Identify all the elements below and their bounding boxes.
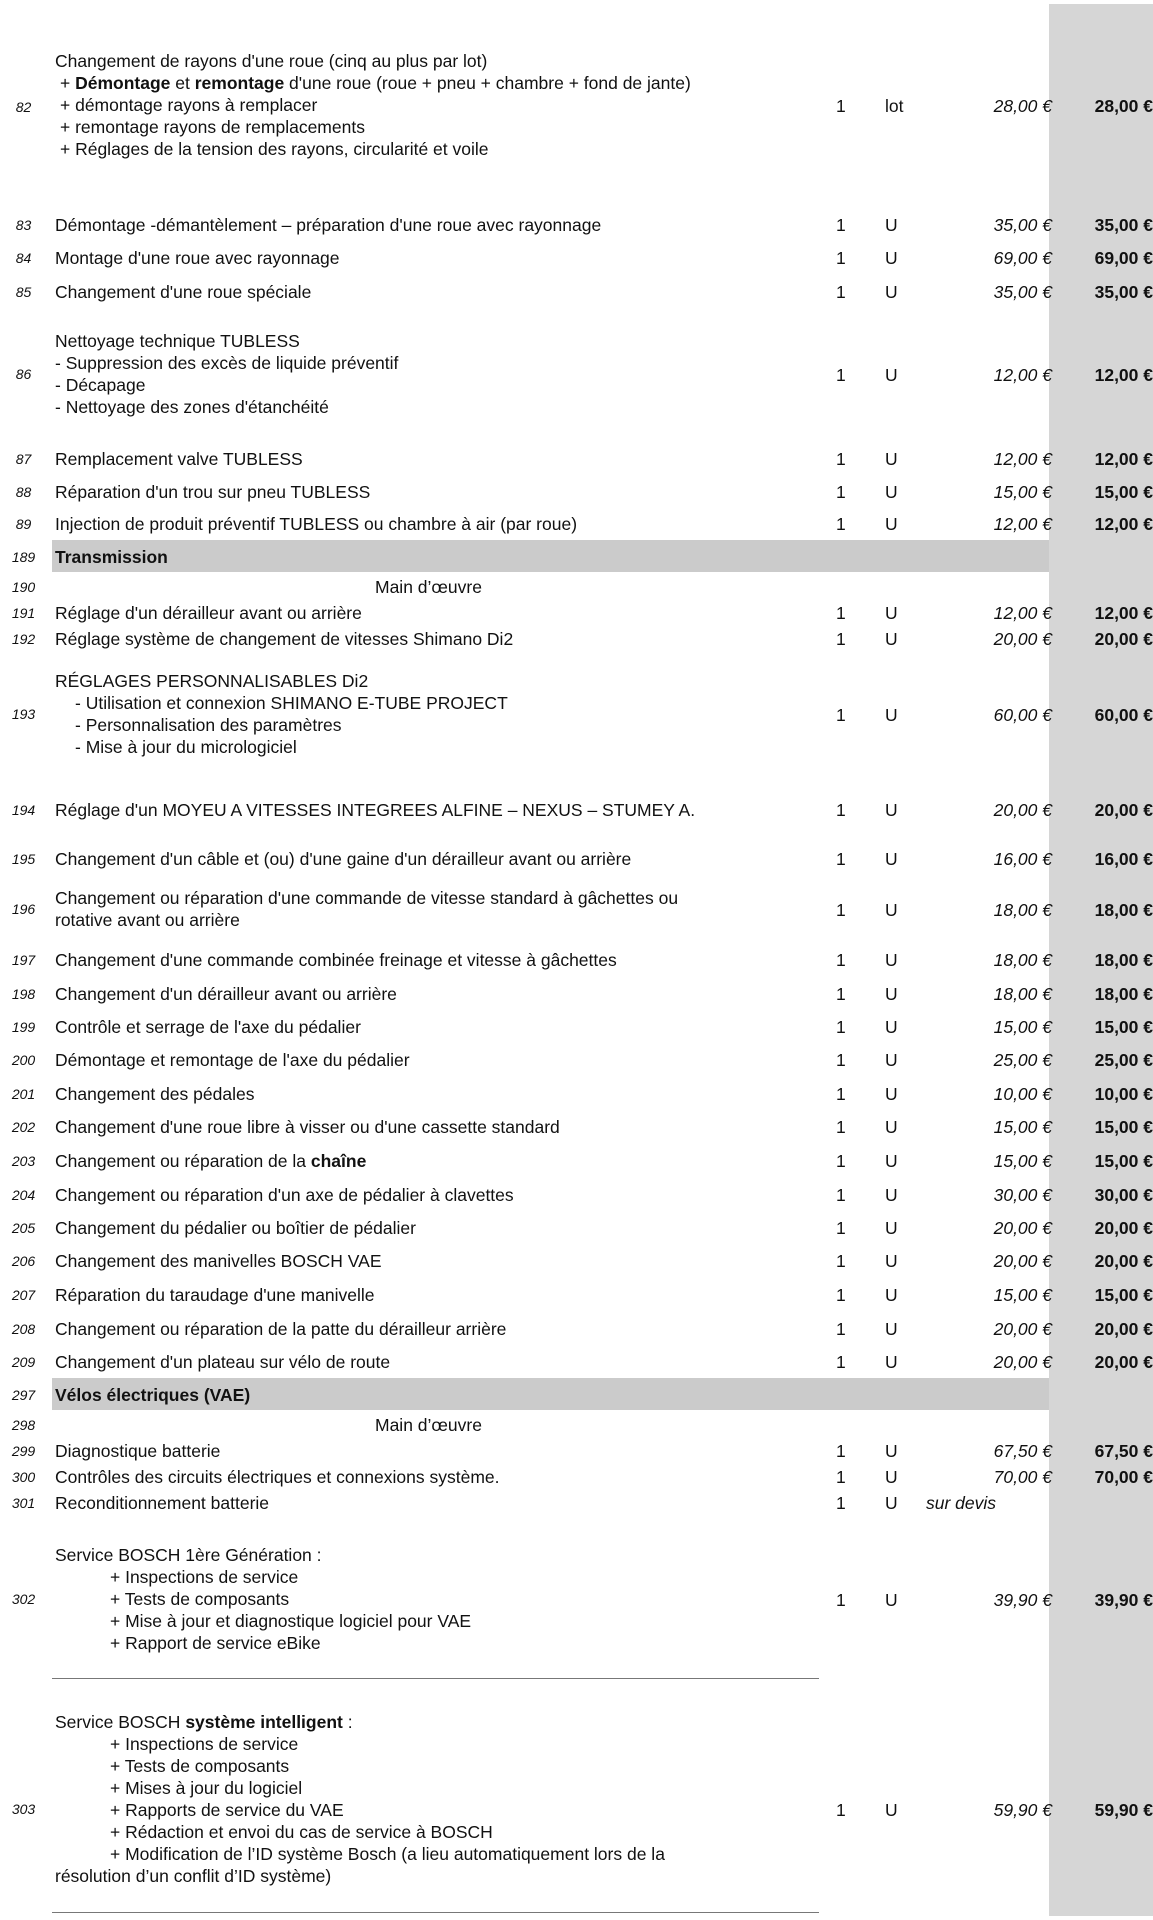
row-total: 12,00 € xyxy=(1094,365,1153,385)
row-description: Changement des pédales xyxy=(55,1084,255,1104)
row-number: 202 xyxy=(11,1119,36,1135)
row-number: 89 xyxy=(15,516,32,532)
row-unit-price: 10,00 € xyxy=(993,1084,1052,1104)
row-description: Changement d'une roue libre à visser ou d'une cassette standard xyxy=(55,1117,560,1137)
row-unit: U xyxy=(885,215,898,235)
row-number: 208 xyxy=(11,1321,36,1337)
row-unit-price: 70,00 € xyxy=(993,1467,1052,1487)
row-unit: U xyxy=(885,603,898,623)
row-total: 25,00 € xyxy=(1094,1050,1153,1070)
row-number: 204 xyxy=(11,1187,36,1203)
row-total: 35,00 € xyxy=(1094,282,1153,302)
row-unit-price: 60,00 € xyxy=(993,705,1052,725)
row-divider xyxy=(52,1678,819,1679)
row-unit-price: 20,00 € xyxy=(993,1251,1052,1271)
row-quantity: 1 xyxy=(836,1493,846,1513)
labor-label: Main d’œuvre xyxy=(375,1415,482,1435)
row-total: 70,00 € xyxy=(1094,1467,1153,1487)
row-description: Service BOSCH 1ère Génération : + Inspections de service + Tests de composants + Mise à jour et diagnostique logiciel pour VAE + Rapport de service eBike xyxy=(55,1545,472,1653)
row-number: 199 xyxy=(11,1019,36,1035)
row-number: 205 xyxy=(11,1220,36,1236)
row-quantity: 1 xyxy=(836,1251,846,1271)
row-divider xyxy=(52,1912,819,1913)
row-quantity: 1 xyxy=(836,1590,846,1610)
row-unit-price: 20,00 € xyxy=(993,800,1052,820)
row-unit: U xyxy=(885,1151,898,1171)
row-unit-price: 25,00 € xyxy=(993,1050,1052,1070)
row-unit: U xyxy=(885,1017,898,1037)
row-number: 193 xyxy=(11,706,36,722)
row-unit: U xyxy=(885,1084,898,1104)
row-unit-price: 15,00 € xyxy=(993,1285,1052,1305)
row-quantity: 1 xyxy=(836,1017,846,1037)
row-total: 28,00 € xyxy=(1094,96,1153,116)
row-unit-price: 30,00 € xyxy=(993,1185,1052,1205)
row-number: 82 xyxy=(15,99,32,115)
row-unit-price: 12,00 € xyxy=(993,449,1052,469)
row-total: 69,00 € xyxy=(1094,248,1153,268)
row-quantity: 1 xyxy=(836,849,846,869)
row-number: 192 xyxy=(11,631,36,647)
row-unit-price: 18,00 € xyxy=(993,950,1052,970)
row-quantity: 1 xyxy=(836,603,846,623)
row-description: RÉGLAGES PERSONNALISABLES Di2 - Utilisation et connexion SHIMANO E-TUBE PROJECT - Personnalisation des paramètres - Mise à jour du micrologiciel xyxy=(55,671,508,757)
row-unit-price: 28,00 € xyxy=(993,96,1052,116)
row-number: 201 xyxy=(11,1086,36,1102)
row-total: 15,00 € xyxy=(1094,482,1153,502)
row-number: 206 xyxy=(11,1253,36,1269)
row-description: Changement ou réparation de la patte du dérailleur arrière xyxy=(55,1319,507,1339)
row-unit: U xyxy=(885,1319,898,1339)
row-number: 83 xyxy=(15,217,32,233)
row-quantity: 1 xyxy=(836,1441,846,1461)
row-unit-price: 20,00 € xyxy=(993,1218,1052,1238)
row-total: 15,00 € xyxy=(1094,1017,1153,1037)
row-description: Contrôle et serrage de l'axe du pédalier xyxy=(55,1017,361,1037)
row-description: Service BOSCH système intelligent : + Inspections de service + Tests de composants + Mises à jour du logiciel + Rapports de service du VAE + Rédaction et envoi du cas de service à BOSCH + Modification de l’ID système Bosch (a lieu automatiquement lors de la résolution d’un conflit d’ID système) xyxy=(55,1712,665,1886)
row-unit: U xyxy=(885,1590,898,1610)
row-description: Reconditionnement batterie xyxy=(55,1493,270,1513)
row-description: Réparation d'un trou sur pneu TUBLESS xyxy=(55,482,371,502)
row-total: 20,00 € xyxy=(1094,1218,1153,1238)
row-unit-price: 59,90 € xyxy=(993,1800,1052,1820)
row-unit: U xyxy=(885,1493,898,1513)
row-number: 298 xyxy=(11,1417,36,1433)
row-total: 20,00 € xyxy=(1094,629,1153,649)
row-number: 303 xyxy=(11,1801,36,1817)
row-quantity: 1 xyxy=(836,1185,846,1205)
row-quantity: 1 xyxy=(836,1319,846,1339)
row-number: 302 xyxy=(11,1591,36,1607)
row-description: Réparation du taraudage d'une manivelle xyxy=(55,1285,375,1305)
row-description: Changement ou réparation d'un axe de pédalier à clavettes xyxy=(55,1185,514,1205)
row-description: Changement de rayons d'une roue (cinq au plus par lot) + Démontage et remontage d'une roue (roue + pneu + chambre + fond de jante) + démontage rayons à remplacer + remontage rayons de remplacements + Réglages de la tension des rayons, circularité et voile xyxy=(55,51,691,159)
row-quantity: 1 xyxy=(836,365,846,385)
row-unit: U xyxy=(885,1285,898,1305)
row-number: 195 xyxy=(11,851,36,867)
row-description: Montage d'une roue avec rayonnage xyxy=(55,248,340,268)
row-unit-price: 35,00 € xyxy=(993,215,1052,235)
row-total: 12,00 € xyxy=(1094,514,1153,534)
row-quantity: 1 xyxy=(836,1800,846,1820)
row-number: 85 xyxy=(15,284,32,300)
row-quantity: 1 xyxy=(836,1352,846,1372)
row-total: 12,00 € xyxy=(1094,449,1153,469)
row-description: Réglage d'un dérailleur avant ou arrière xyxy=(55,603,362,623)
row-number: 87 xyxy=(15,451,32,467)
row-unit-price: 12,00 € xyxy=(993,514,1052,534)
row-total: 12,00 € xyxy=(1094,603,1153,623)
row-number: 301 xyxy=(11,1495,36,1511)
row-quantity: 1 xyxy=(836,1285,846,1305)
row-unit: U xyxy=(885,800,898,820)
row-number: 197 xyxy=(11,952,36,968)
section-title: Transmission xyxy=(55,547,168,567)
row-description: Démontage -démantèlement – préparation d'une roue avec rayonnage xyxy=(55,215,602,235)
row-quantity: 1 xyxy=(836,282,846,302)
row-quantity: 1 xyxy=(836,1218,846,1238)
row-description: Changement d'une roue spéciale xyxy=(55,282,312,302)
row-description: Démontage et remontage de l'axe du pédalier xyxy=(55,1050,410,1070)
row-unit-price: 15,00 € xyxy=(993,1151,1052,1171)
row-unit: U xyxy=(885,1352,898,1372)
row-quantity: 1 xyxy=(836,1151,846,1171)
row-description: Réglage système de changement de vitesses Shimano Di2 xyxy=(55,629,514,649)
row-number: 189 xyxy=(11,549,36,565)
row-total: 15,00 € xyxy=(1094,1117,1153,1137)
row-number: 207 xyxy=(11,1287,36,1303)
row-unit: U xyxy=(885,1467,898,1487)
row-quantity: 1 xyxy=(836,96,846,116)
row-total: 10,00 € xyxy=(1094,1084,1153,1104)
row-unit: U xyxy=(885,482,898,502)
row-number: 194 xyxy=(11,802,36,818)
row-description: Nettoyage technique TUBLESS - Suppression des excès de liquide préventif - Décapage - Nettoyage des zones d'étanchéité xyxy=(55,331,399,417)
row-unit: U xyxy=(885,1117,898,1137)
row-total: 15,00 € xyxy=(1094,1285,1153,1305)
row-unit-price: 15,00 € xyxy=(993,1017,1052,1037)
row-unit: U xyxy=(885,1800,898,1820)
row-unit-price: 12,00 € xyxy=(993,603,1052,623)
row-unit-price: 18,00 € xyxy=(993,984,1052,1004)
row-quantity: 1 xyxy=(836,984,846,1004)
row-quantity: 1 xyxy=(836,482,846,502)
row-unit-price: 20,00 € xyxy=(993,629,1052,649)
labor-label: Main d’œuvre xyxy=(375,577,482,597)
row-unit-price: 15,00 € xyxy=(993,482,1052,502)
row-unit-price: 20,00 € xyxy=(993,1319,1052,1339)
row-quantity: 1 xyxy=(836,1084,846,1104)
row-total: 18,00 € xyxy=(1094,950,1153,970)
row-total: 67,50 € xyxy=(1094,1441,1153,1461)
row-quantity: 1 xyxy=(836,248,846,268)
row-quantity: 1 xyxy=(836,514,846,534)
row-unit-price: 16,00 € xyxy=(993,849,1052,869)
row-description: Changement des manivelles BOSCH VAE xyxy=(55,1251,382,1271)
row-total: 20,00 € xyxy=(1094,1251,1153,1271)
row-unit: lot xyxy=(885,96,904,116)
row-unit: U xyxy=(885,849,898,869)
row-unit: U xyxy=(885,1218,898,1238)
row-unit: U xyxy=(885,282,898,302)
row-quantity: 1 xyxy=(836,900,846,920)
row-description: Changement d'un câble et (ou) d'une gaine d'un dérailleur avant ou arrière xyxy=(55,849,632,869)
row-description: Changement d'une commande combinée freinage et vitesse à gâchettes xyxy=(55,950,617,970)
row-number: 88 xyxy=(15,484,32,500)
row-unit-price: 18,00 € xyxy=(993,900,1052,920)
row-unit: U xyxy=(885,1441,898,1461)
section-title: Vélos électriques (VAE) xyxy=(55,1385,251,1405)
row-total: 20,00 € xyxy=(1094,1352,1153,1372)
row-unit: U xyxy=(885,900,898,920)
row-description: Réglage d'un MOYEU A VITESSES INTEGREES ALFINE – NEXUS – STUMEY A. xyxy=(55,800,696,820)
row-unit-price: 20,00 € xyxy=(993,1352,1052,1372)
row-number: 300 xyxy=(11,1469,36,1485)
row-number: 84 xyxy=(15,250,32,266)
row-unit: U xyxy=(885,1050,898,1070)
row-total: 30,00 € xyxy=(1094,1185,1153,1205)
row-total: 20,00 € xyxy=(1094,1319,1153,1339)
row-total: 16,00 € xyxy=(1094,849,1153,869)
row-quantity: 1 xyxy=(836,1467,846,1487)
row-description: Changement ou réparation de la chaîne xyxy=(55,1151,367,1171)
row-total: 20,00 € xyxy=(1094,800,1153,820)
row-quantity: 1 xyxy=(836,950,846,970)
row-unit-price: 69,00 € xyxy=(993,248,1052,268)
row-unit: U xyxy=(885,629,898,649)
row-number: 196 xyxy=(11,901,36,917)
row-quantity: 1 xyxy=(836,705,846,725)
row-unit: U xyxy=(885,950,898,970)
row-number: 191 xyxy=(11,605,36,621)
row-total: 18,00 € xyxy=(1094,984,1153,1004)
row-unit: U xyxy=(885,984,898,1004)
row-number: 190 xyxy=(11,579,36,595)
row-description: Diagnostique batterie xyxy=(55,1441,221,1461)
row-total: 59,90 € xyxy=(1094,1800,1153,1820)
row-quantity: 1 xyxy=(836,215,846,235)
row-unit: U xyxy=(885,705,898,725)
row-unit-price: sur devis xyxy=(926,1493,997,1513)
row-unit: U xyxy=(885,449,898,469)
row-description: Changement du pédalier ou boîtier de pédalier xyxy=(55,1218,416,1238)
row-quantity: 1 xyxy=(836,449,846,469)
row-unit-price: 67,50 € xyxy=(993,1441,1052,1461)
row-quantity: 1 xyxy=(836,629,846,649)
row-number: 297 xyxy=(11,1387,36,1403)
row-unit: U xyxy=(885,1185,898,1205)
row-number: 86 xyxy=(15,366,32,382)
row-number: 198 xyxy=(11,986,36,1002)
row-unit: U xyxy=(885,514,898,534)
row-total: 60,00 € xyxy=(1094,705,1153,725)
row-quantity: 1 xyxy=(836,800,846,820)
row-unit-price: 35,00 € xyxy=(993,282,1052,302)
row-total: 39,90 € xyxy=(1094,1590,1153,1610)
row-quantity: 1 xyxy=(836,1117,846,1137)
row-description: Contrôles des circuits électriques et connexions système. xyxy=(55,1467,500,1487)
row-description: Changement ou réparation d'une commande de vitesse standard à gâchettes ou rotative avant ou arrière xyxy=(55,888,679,930)
row-unit: U xyxy=(885,1251,898,1271)
row-number: 209 xyxy=(11,1354,36,1370)
row-number: 203 xyxy=(11,1153,36,1169)
row-unit-price: 39,90 € xyxy=(993,1590,1052,1610)
row-quantity: 1 xyxy=(836,1050,846,1070)
row-number: 200 xyxy=(11,1052,36,1068)
row-number: 299 xyxy=(11,1443,36,1459)
row-total: 18,00 € xyxy=(1094,900,1153,920)
row-unit: U xyxy=(885,365,898,385)
row-unit-price: 12,00 € xyxy=(993,365,1052,385)
row-description: Changement d'un dérailleur avant ou arrière xyxy=(55,984,397,1004)
row-description: Changement d'un plateau sur vélo de route xyxy=(55,1352,391,1372)
row-unit: U xyxy=(885,248,898,268)
row-description: Injection de produit préventif TUBLESS ou chambre à air (par roue) xyxy=(55,514,578,534)
row-description: Remplacement valve TUBLESS xyxy=(55,449,303,469)
row-total: 15,00 € xyxy=(1094,1151,1153,1171)
row-unit-price: 15,00 € xyxy=(993,1117,1052,1137)
row-total: 35,00 € xyxy=(1094,215,1153,235)
